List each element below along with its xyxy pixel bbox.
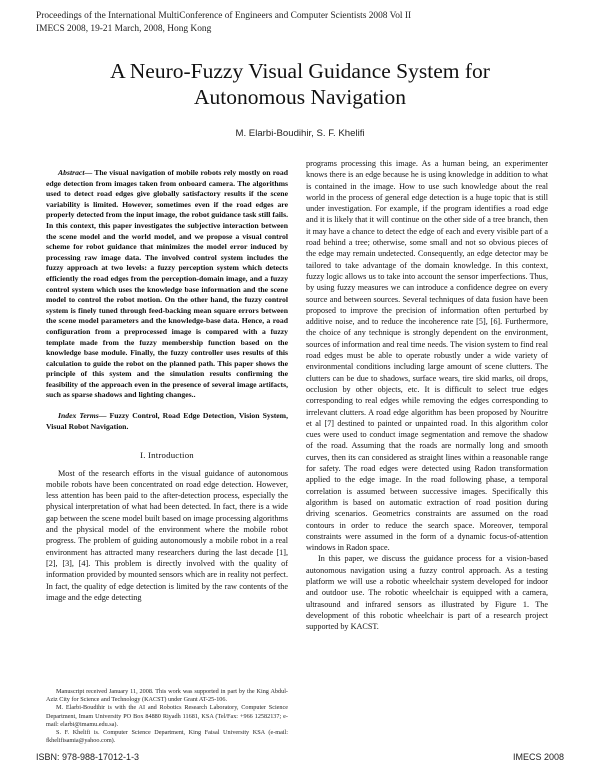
footnote-author-1: M. Elarbi-Boudihir is with the AI and Robotics Research Laboratory, Computer Science Department, Imam University PO Box 84880 Riyadh 11681, KSA (Tel/Fax: +966 12582137; e-mail: elarbi@imamu.edu.sa).	[46, 704, 288, 728]
footnote-manuscript: Manuscript received January 11, 2008. This work was supported in part by the King Abdul-Aziz City for Science and Technology (KACST) under Grant AT-25-106.	[46, 688, 288, 704]
right-column	[306, 158, 548, 632]
footnote-author-2: S. F. Khelifi is. Computer Science Department, King Faisal University KSA (e-mail: fkhelifisamia@yahoo.com).	[46, 729, 288, 745]
paper-title	[0, 58, 600, 110]
footer-isbn: ISBN: 978-988-17012-1-3	[36, 752, 140, 762]
footnotes	[46, 688, 288, 745]
index-terms-text: — Fuzzy Control, Road Edge Detection, Vision System, Visual Robot Navigation.	[46, 411, 288, 431]
abstract-text: — The visual navigation of mobile robots rely mostly on road edge detection from images taken from onboard camera. The algorithms used to detect road edges give globally satisfactory results if the scene variability is limited. However, sometimes even if the road edges are properly detected from the input image, the robot guidance task still fails. In this context, this paper investigates the subjective interaction between the scene model and the world model, and we propose a visual control scheme for robot guidance that minimizes the model error induced by processing raw image data. The involved control system includes the fuzzy approach at two levels: a fuzzy perception system which detects efficiently the road edges from the perception-domain image, and a fuzzy control system which uses the knowledge base information and the scene model to control the robot motion. On the other hand, the fuzzy control system is finely tuned through feed-backing mean square errors between the scene model parameters and the knowledge-base data. Hence, a road configuration from a preprocessed image is compared with a fuzzy template made from the fuzzy membership function based on the knowledge base module. Finally, the fuzzy controller uses results of this calculation to guide the robot on the planned path. This paper shows the principle of this system and the simulation results confirming the feasibility of the approach even in the presence of several image artifacts, such as sparse shadows and lighting changes..	[46, 168, 288, 400]
abstract-lead: Abstract	[58, 168, 85, 177]
intro-paragraph: Most of the research efforts in the visual guidance of autonomous mobile robots have been concentrated on road edge detection. However, less attention has been paid to the after-detection process, especially the physical interpretation of what had been detected. In fact, there is a wide gap between the scene model built based on image processing algorithms and the physical model of the environment where the mobile robot progress. The problem of guiding autonomously a mobile robot in a real environment has attracted many researchers during the last decade [1], [2], [3], [4]. This problem is directly involved with the quality of information provided by mounted sensors which are in reality not perfect. In fact, the quality of edge detection is limited by the raw contents of the image and the edge detecting	[46, 468, 288, 602]
index-terms-lead: Index Terms	[58, 411, 99, 421]
title-line-2: Autonomous Navigation	[194, 85, 406, 109]
header-line-1: Proceedings of the International MultiConference of Engineers and Computer Scientists 2008 Vol II	[36, 11, 412, 21]
authors: M. Elarbi-Boudihir, S. F. Khelifi	[235, 128, 365, 139]
left-column	[46, 158, 288, 603]
right-paragraph-2: In this paper, we discuss the guidance process for a vision-based autonomous navigation using a fuzzy control approach. As a testing platform we will use a robotic wheelchair system developed for indoor and outdoor use. The robotic wheelchair is equipped with a camera, ultrasound and infrared sensors as illustrated by Figure 1. The development of this robotic wheelchair is part of a research project supported by KACST.	[306, 554, 548, 632]
proceedings-header	[36, 10, 411, 35]
title-line-1: A Neuro-Fuzzy Visual Guidance System for	[110, 59, 490, 83]
footer-conference: IMECS 2008	[512, 752, 564, 762]
right-paragraph-1: programs processing this image. As a human being, an experimenter knows there is an edge because he is using knowledge in addition to what is contained in the image. How to use such knowledge about the real world in the process of general edge detection is a huge topic that is still under investigation. For example, if the program identifies a road edge and it is likely that it will continue on the other side of a tree branch, then it may have a chance to detect the edge of each and every visible part of a road behind a tree; otherwise, some small and not so obvious pieces of the edge may remain undetected. Consequently, an edge detector may be tailored to take advantage of the domain knowledge. In this context, fuzzy logic allows us to take into account the sensor imperfections. Thus, by using fuzzy measures we can introduce a confidence degree on every source and between sources. Several techniques of data fusion have been proposed to improve the precision of information often perturbed by additive noise, and to reduce the incoherence rate [5], [6]. Furthermore, the choice of any technique is strongly dependent on the environment, sources of information and real time needs. The vision system to find real road edges must be able to operate robustly under a wide variety of environmental conditions including large amount of scene clutters. The clutters can be due to shadows, surface wears, tire skid marks, oil drops, occlusion by other objects, etc. It is difficult to select true edges corresponding to real edges while removing the edges corresponding to irrelevant clutters. A road edge algorithm has been proposed by Nouritre et al [7] destined to painted or unpainted road. In this algorithm color cues were used to conduct image segmentation and remove the shadow of the road. Assuming that the roads are normally long and smooth curves, then its can considered as straight lines within a reasonable range for safety. The road edges were detected using Radon transformation applied to the edge image. In the road following phase, a temporal correlation is assumed between successive images. Specifically this algorithm is based on automatic extraction of road position during driving scenarios. Geometrics constraints are assumed on the road contours in order to reduce the search space. Moreover, temporal constraints were assumed in the form of a dynamic focus-of-attention windows in Radon space.	[306, 159, 548, 553]
index-terms	[46, 411, 288, 432]
abstract	[46, 168, 288, 401]
section-heading-introduction: I. Introduction	[140, 450, 194, 461]
header-line-2: IMECS 2008, 19-21 March, 2008, Hong Kong	[36, 23, 212, 34]
